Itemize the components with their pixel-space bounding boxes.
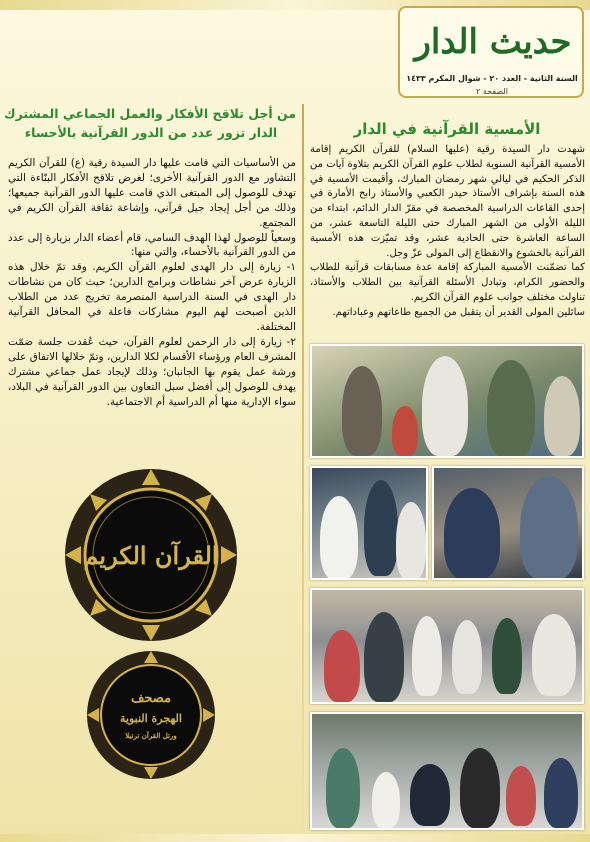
- photo-evening-session: [310, 344, 584, 458]
- left-article-title: [6, 104, 296, 142]
- left-paragraph: ١- زيارة إلى دار الهدى لعلوم القرآن الكريم. وقد تمّ خلال هذه الزيارة عرض آخر نشاطات وبرامج الدارين؛ حيث كان من نشاطات دار الهدى في السنة الدراسية المنصرمة تخريج عدد من الطلاب الذين أصبحت لهم اليوم مشاركات فاعلة في المحافل القرآنية المختلفة.: [8, 261, 296, 333]
- right-article-title: الأمسية القرآنية في الدار: [353, 120, 541, 138]
- photo-students-closeup: [432, 466, 584, 580]
- mushaf-emblem: [86, 650, 216, 780]
- issue-info: السنة الثانية - العدد ٢٠ - شوال المكرم ١٤٣٣: [406, 74, 578, 83]
- masthead: [398, 6, 584, 98]
- emblem2-line1: مصحف: [130, 691, 172, 706]
- left-title-line2: الدار تزور عدد من الدور القرآنية بالأحساء: [24, 125, 278, 140]
- column-divider: [302, 104, 304, 834]
- photo-recitation-session: [310, 712, 584, 830]
- page-number: الصفحة ٢: [476, 87, 508, 96]
- bottom-border: [0, 834, 590, 842]
- emblem-calligraphy: القرآن الكريم: [83, 541, 219, 570]
- left-paragraph: من الأساسيات التي قامت عليها دار السيدة رقية (ع) للقرآن الكريم التشاور مع الدور القرآنية الأخرى؛ لغرض تلاقح الأفكار البنّاءة التي تهدف للوصول إلى المبتغى الذي قامت عليها الدور القرآنية جميعها؛ وذلك من أجل إيجاد جيل قرآني، وإشاعة ثقافة القرآن الكريم في المجتمع.: [8, 157, 296, 229]
- photo-students-reading: [310, 466, 428, 580]
- right-paragraph: كما تضمّنت الأمسية المباركة إقامة عدة مسابقات قرآنية للطلاب والحضور الكرام، وتبادل الأسئلة القرآنية بين الطلاب والأستاذ، تناولت مختلف جوانب علوم القرآن الكريم.: [310, 262, 585, 303]
- left-paragraph: وسعياً للوصول لهذا الهدف السامي، قام أعضاء الدار بزيارة إلى عدد من الدور القرآنية بالأحساء، والتي منها:: [8, 231, 296, 259]
- right-article-body: [310, 143, 585, 321]
- magazine-logo: حديث الدار: [414, 22, 572, 62]
- left-paragraph: ٢- زيارة إلى دار الرحمن لعلوم القرآن، حيث عُقدت جلسة ضمّت المشرف العام ورؤساء الأقسام لكلا الدارين، وتمّ خلالها الاتفاق على ورشة عمل يقوم بها الجانبان؛ وذلك لإيجاد عمل جماعي مشترك يهدف للوصول إلى أفضل سبل التعاون بين الدور القرآنية في البلاد، سواء الإدارية منها أم الدراسية أم الاجتماعية.: [8, 335, 296, 408]
- quran-emblem: [64, 468, 238, 642]
- emblem2-line3: ورتل القرآن ترتيلا: [125, 731, 177, 740]
- right-paragraph: سائلين المولى القدير أن يتقبل من الجميع طاعاتهم وعباداتهم.: [332, 306, 585, 318]
- left-title-line1: من أجل تلاقح الأفكار والعمل الجماعي المشترك: [4, 106, 296, 121]
- emblem2-line2: الهجرة النبوية: [120, 712, 182, 725]
- photo-study-circle: [310, 588, 584, 704]
- left-article-body: [8, 156, 296, 409]
- right-paragraph: شهدت دار السيدة رقية (عليها السلام) للقرآن الكريم إقامة الأمسية القرآنية السنوية لطلاب علوم القرآن الكريم بتلاوة آيات من الذكر الحكيم في ليالي شهر رمضان المبارك، وأقيمت الأمسية في هذه السنة بإشراف الأستاذ حيدر الكعبي والأستاذ رابح الأمارة في إحدى القاعات الدراسية المخصصة في مقرّ الدار الدائم، ابتداء من الليلة الأولى من الشهر المبارك حتى الليلة التاسعة عشر، من الساعة العاشرة حتى الحادية عشر، وقد تميّزت هذه الأمسية القرآنية بالخشوع والانقطاع إلى المولى عزّ وجل.: [310, 144, 585, 259]
